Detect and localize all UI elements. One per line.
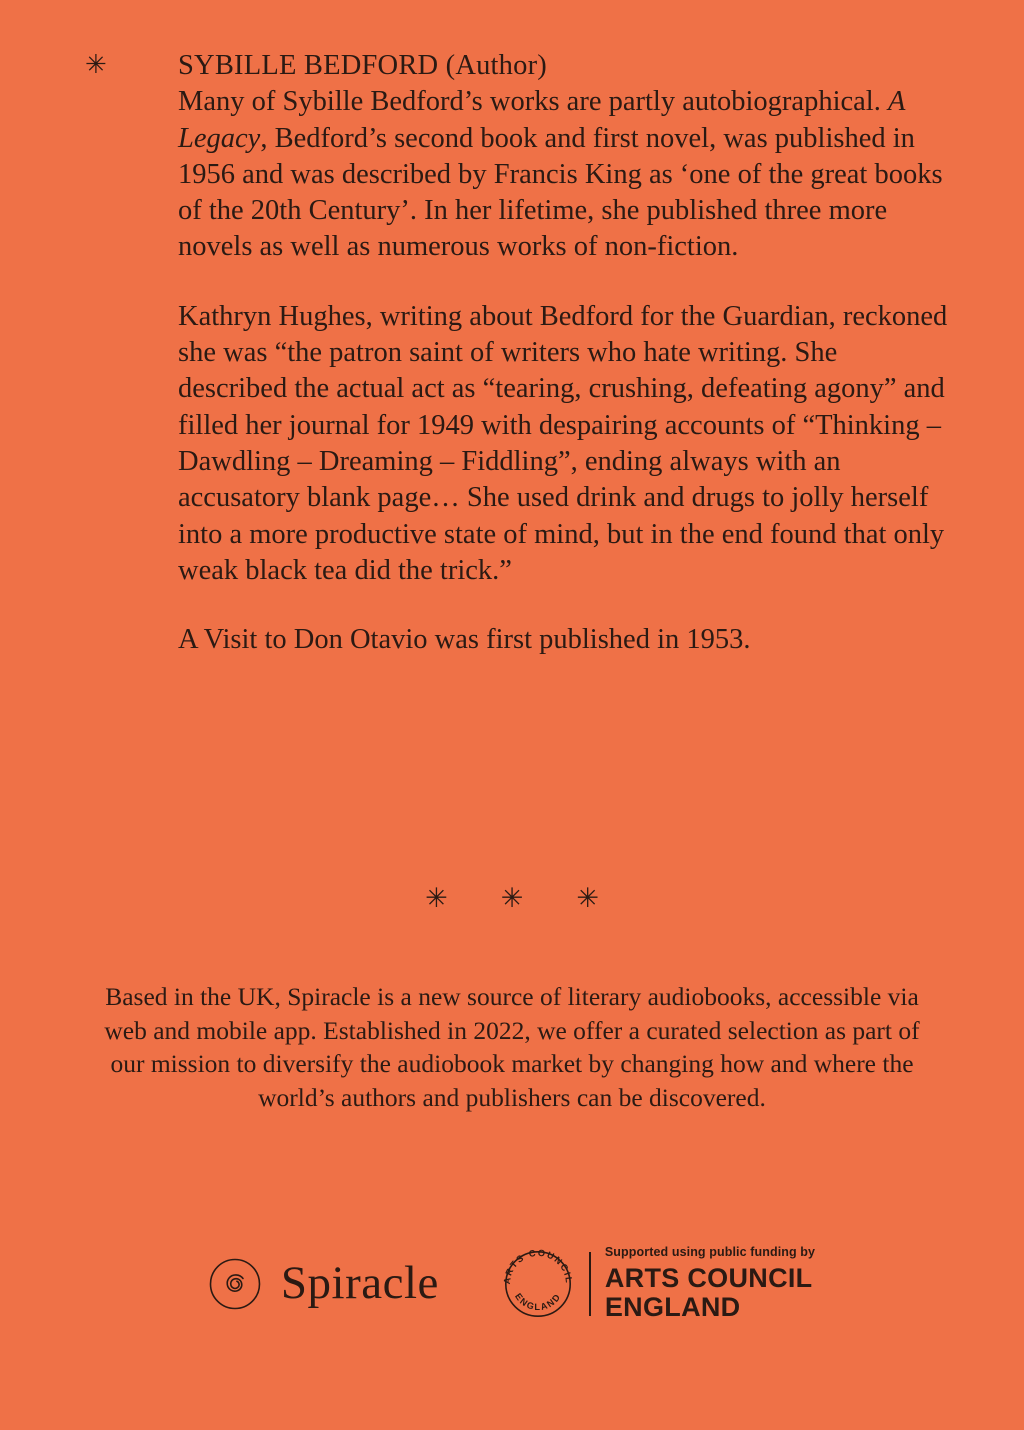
author-paragraph-1-part-1: Many of Sybille Bedford’s works are partly autobiographical. [178, 86, 888, 118]
svg-text:ENGLAND: ENGLAND [512, 1290, 563, 1312]
divider-asterisk-icon-1: ✳ [425, 883, 448, 913]
spiracle-logo [209, 1258, 439, 1310]
publisher-blurb: Based in the UK, Spiracle is a new source of literary audiobooks, accessible via web and mobile app. Established in 2022, we offer a curated selection as part of our mission to diversify the audiobook market by changing how and where the world’s authors and publishers can be discovered. [104, 982, 920, 1112]
author-paragraph-3: A Visit to Don Otavio was first published in 1953. [178, 624, 751, 656]
author-paragraph-2: Kathryn Hughes, writing about Bedford for the Guardian, reckoned she was “the patron saint of writers who hate writing. She described the actual act as “tearing, crushing, defeating agony” and filled her journal for 1949 with despairing accounts of “Thinking – Dawdling – Dreaming – Fiddling”, ending always with an accusatory blank page… She used drink and drugs to jolly herself into a more productive state of mind, but in the end found that only weak black tea did the trick.” [178, 300, 948, 586]
ace-name-line-1: ARTS COUNCIL [604, 1263, 813, 1293]
ace-logo-divider [589, 1252, 591, 1316]
footer-logos [0, 1245, 1024, 1322]
ace-supported-line: Supported using public funding by [604, 1245, 816, 1259]
ace-name-line-2: ENGLAND [604, 1292, 741, 1322]
arts-council-roundel-icon [501, 1247, 575, 1321]
spiral-icon [209, 1258, 261, 1310]
author-paragraph-1-part-2: , Bedford’s second book and first novel, was published in 1956 and was described by Francis King as ‘one of the great books of the 20th Century’. In her lifetime, she published three more novels as well as numerous works of non-fiction. [178, 122, 943, 263]
spiracle-wordmark: Spiracle [280, 1257, 439, 1309]
author-bio-section [178, 48, 953, 658]
arts-council-england-logo [501, 1245, 815, 1322]
ace-logo-text [605, 1245, 815, 1322]
author-paragraph-1 [178, 84, 953, 265]
book-title-a-legacy: A Legacy [178, 86, 905, 154]
asterisk-divider [0, 885, 1024, 912]
author-heading: SYBILLE BEDFORD (Author) [178, 50, 547, 81]
divider-asterisk-icon-3: ✳ [576, 883, 599, 913]
divider-asterisk-icon-2: ✳ [500, 883, 524, 913]
bullet-asterisk-icon: ✳ [85, 50, 107, 79]
svg-text:ARTS COUNCIL: ARTS COUNCIL [501, 1247, 575, 1285]
